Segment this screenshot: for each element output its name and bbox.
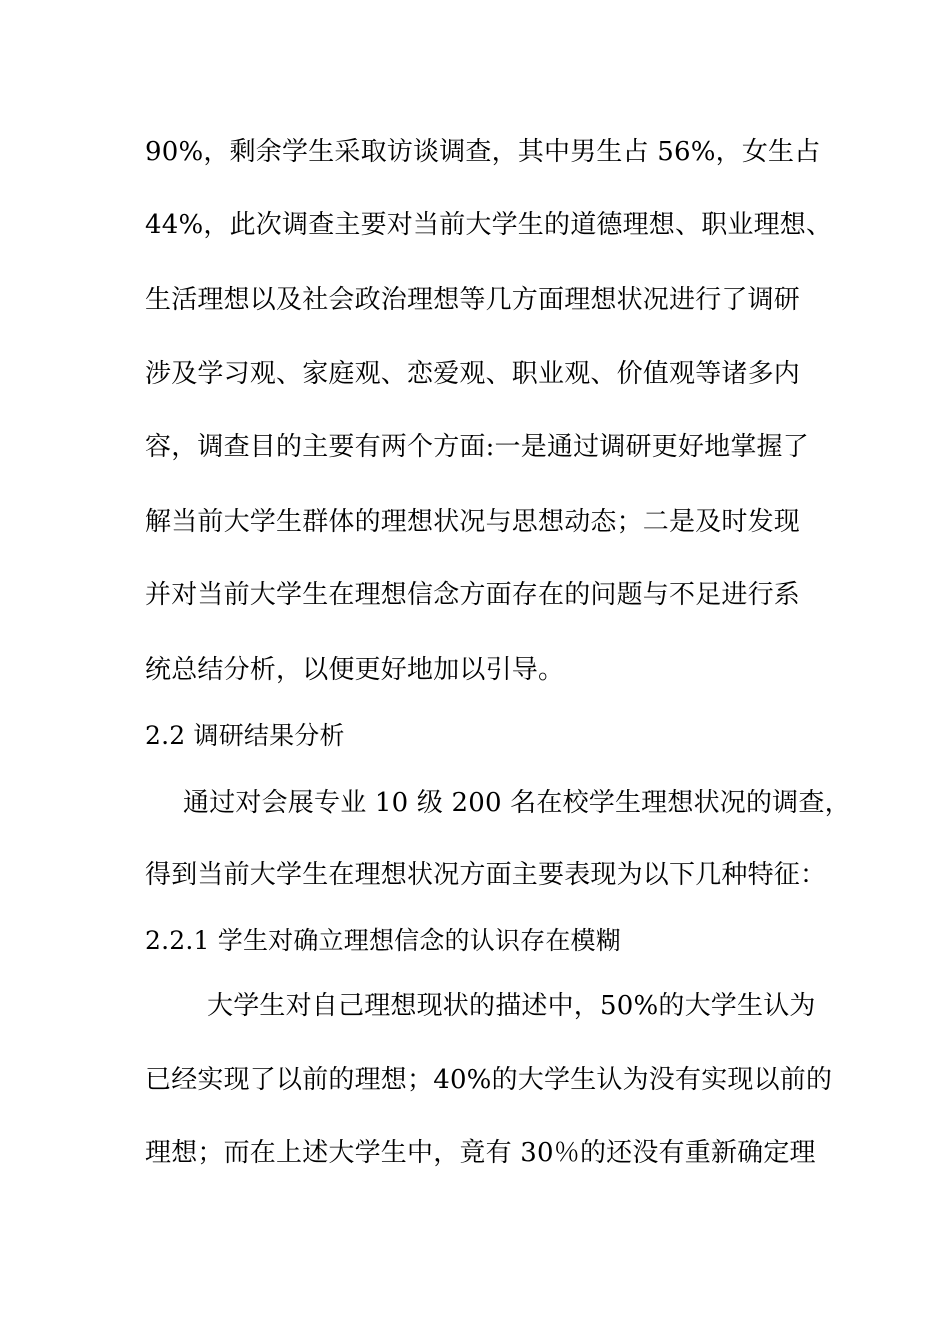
paragraph-line: 生活理想以及社会政治理想等几方面理想状况进行了调研 — [145, 285, 801, 315]
paragraph-line: 90%，剩余学生采取访谈调查，其中男生占 56%，女生占 — [145, 137, 821, 167]
section-heading-2-2: 2.2 调研结果分析 — [145, 721, 345, 750]
paragraph-line: 解当前大学生群体的理想状况与思想动态；二是及时发现 — [145, 507, 801, 537]
paragraph-line: 已经实现了以前的理想；40%的大学生认为没有实现以前的 — [145, 1065, 833, 1095]
paragraph-line: 44%，此次调查主要对当前大学生的道德理想、职业理想、 — [145, 210, 833, 240]
section-heading-2-2-1: 2.2.1 学生对确立理想信念的认识存在模糊 — [145, 926, 621, 955]
paragraph-line: 理想；而在上述大学生中，竟有 30％的还没有重新确定理 — [145, 1138, 816, 1168]
paragraph-line: 容，调查目的主要有两个方面:一是通过调研更好地掌握了 — [145, 432, 809, 462]
paragraph-line: 得到当前大学生在理想状况方面主要表现为以下几种特征： — [145, 860, 827, 890]
paragraph-line: 并对当前大学生在理想信念方面存在的问题与不足进行系 — [145, 580, 801, 610]
paragraph-line: 统总结分析，以便更好地加以引导。 — [145, 655, 565, 685]
paragraph-line: 通过对会展专业 10 级 200 名在校学生理想状况的调查， — [183, 788, 851, 818]
paragraph-line: 大学生对自己理想现状的描述中，50%的大学生认为 — [207, 991, 816, 1021]
paragraph-line: 涉及学习观、家庭观、恋爱观、职业观、价值观等诸多内 — [145, 359, 801, 389]
